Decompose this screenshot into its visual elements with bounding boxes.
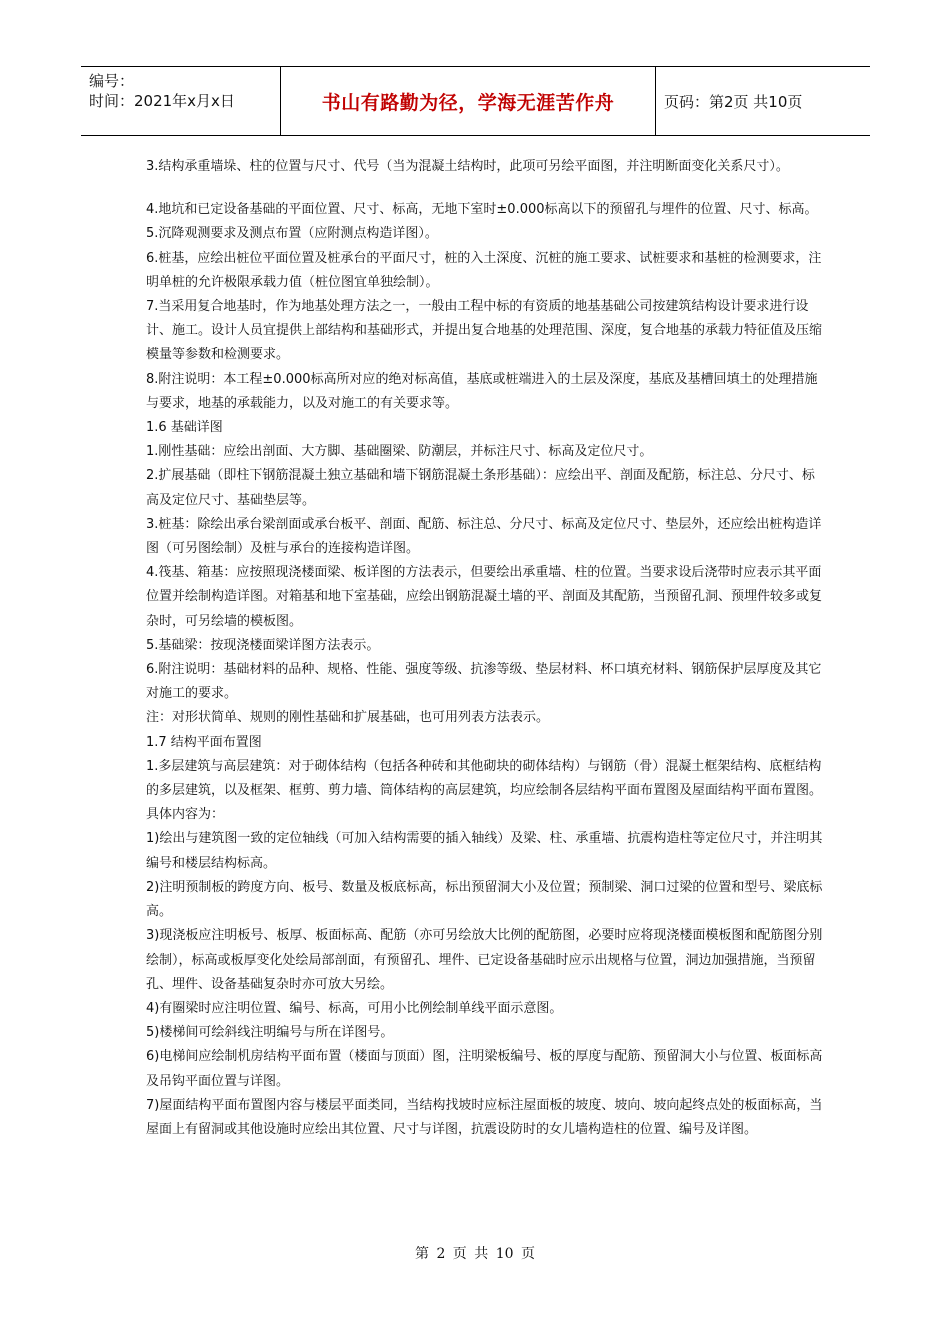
page-footer: 第 2 页 共 10 页 [415, 1246, 535, 1262]
body-paragraph: 4.地坑和已定设备基础的平面位置、尺寸、标高，无地下室时±0.000标高以下的预留孔与埋件的位置、尺寸、标高。 [146, 202, 818, 218]
serial-number-label: 编号： [89, 72, 135, 90]
body-paragraph: 1.6 基础详图 [146, 420, 223, 436]
header-page-info [656, 67, 870, 135]
body-paragraph: 3.桩基：除绘出承台梁剖面或承台板平、剖面、配筋、标注总、分尺寸、标高及定位尺寸、垫层外，还应绘出桩构造详图（可另图绘制）及桩与承台的连接构造详图。 [146, 516, 822, 557]
header-meta [81, 67, 281, 135]
body-paragraph: 3.结构承重墙垛、柱的位置与尺寸、代号（当为混凝土结构时，此项可另绘平面图，并注明断面变化关系尺寸）。 [146, 159, 789, 174]
body-paragraph: 5.基础梁：按现浇楼面梁详图方法表示。 [146, 637, 380, 653]
body-paragraph: 2.扩展基础（即柱下钢筋混凝土独立基础和墙下钢筋混凝土条形基础）：应绘出平、剖面及配筋，标注总、分尺寸、标高及定位尺寸、基础垫层等。 [146, 468, 815, 508]
body-paragraph: 4)有圈梁时应注明位置、编号、标高，可用小比例绘制单线平面示意图。 [146, 1000, 563, 1016]
body-paragraph: 1.刚性基础：应绘出剖面、大方脚、基础圈梁、防潮层，并标注尺寸、标高及定位尺寸。 [146, 444, 653, 460]
body-paragraph: 1.7 结构平面布置图 [146, 734, 262, 750]
motto-text: 书山有路勤为径，学海无涯苦作舟 [321, 91, 615, 114]
body-paragraph: 6.桩基，应绘出桩位平面位置及桩承台的平面尺寸，桩的入土深度、沉桩的施工要求、试桩要求和基桩的检测要求，注明单桩的允许极限承载力值（桩位图宜单独绘制）。 [146, 250, 822, 290]
body-paragraph: 7)屋面结构平面布置图内容与楼层平面类同，当结构找坡时应标注屋面板的坡度、坡向、坡向起终点处的板面标高，当屋面上有留洞或其他设施时应绘出其位置、尺寸与详图，抗震设防时的女儿墙构造柱的位置、编号及详图。 [146, 1097, 823, 1137]
body-paragraph: 注：对形状简单、规则的刚性基础和扩展基础，也可用列表方法表示。 [146, 710, 550, 726]
page-info-text: 页码：第2页 共10页 [664, 92, 803, 111]
body-paragraph: 5)楼梯间可绘斜线注明编号与所在详图号。 [146, 1025, 394, 1041]
page-header [81, 66, 870, 136]
body-paragraph: 1)绘出与建筑图一致的定位轴线（可加入结构需要的插入轴线）及梁、柱、承重墙、抗震构造柱等定位尺寸，并注明其编号和楼层结构标高。 [146, 831, 823, 871]
body-paragraph: 6.附注说明：基础材料的品种、规格、性能、强度等级、抗渗等级、垫层材料、杯口填充材料、钢筋保护层厚度及其它对施工的要求。 [146, 662, 822, 702]
body-paragraph: 8.附注说明：本工程±0.000标高所对应的绝对标高值，基底或桩端进入的土层及深度，基底及基槽回填土的处理措施与要求，地基的承载能力，以及对施工的有关要求等。 [146, 371, 818, 411]
body-paragraph: 5.沉降观测要求及测点布置（应附测点构造详图）。 [146, 226, 438, 242]
body-paragraph: 3)现浇板应注明板号、板厚、板面标高、配筋（亦可另绘放大比例的配筋图，必要时应将现浇楼面模板图和配筋图分别绘制），标高或板厚变化处绘局部剖面，有预留孔、埋件、已定设备基础时应示出规格与位置，洞边加强措施，当预留孔、埋件、设备基础复杂时亦可放大另绘。 [146, 928, 823, 992]
body-paragraph: 1.多层建筑与高层建筑：对于砌体结构（包括各种砖和其他砌块的砌体结构）与钢筋（骨）混凝土框架结构、底框结构的多层建筑，以及框架、框剪、剪力墙、筒体结构的高层建筑，均应绘制各层结构平面布置图及屋面结构平面布置图。具体内容为： [146, 758, 823, 823]
header-motto-cell [281, 67, 656, 135]
body-paragraph: 4.筏基、箱基：应按照现浇楼面梁、板详图的方法表示，但要绘出承重墙、柱的位置。当要求设后浇带时应表示其平面位置并绘制构造详图。对箱基和地下室基础，应绘出钢筋混凝土墙的平、剖面及其配筋，当预留孔洞、预埋件较多或复杂时，可另绘墙的模板图。 [146, 565, 823, 629]
body-paragraph: 2)注明预制板的跨度方向、板号、数量及板底标高，标出预留洞大小及位置；预制梁、洞口过梁的位置和型号、梁底标高。 [146, 879, 823, 920]
document-body [146, 155, 826, 1142]
blank-line [146, 179, 826, 198]
body-paragraph: 7.当采用复合地基时，作为地基处理方法之一，一般由工程中标的有资质的地基基础公司按建筑结构设计要求进行设计、施工。设计人员宜提供上部结构和基础形式，并提出复合地基的处理范围、深度，复合地基的承载力特征值及压缩模量等参数和检测要求。 [146, 299, 823, 363]
date-label: 时间：2021年x月x日 [89, 92, 235, 110]
body-paragraph: 6)电梯间应绘制机房结构平面布置（楼面与顶面）图，注明梁板编号、板的厚度与配筋、预留洞大小与位置、板面标高及吊钩平面位置与详图。 [146, 1049, 823, 1089]
